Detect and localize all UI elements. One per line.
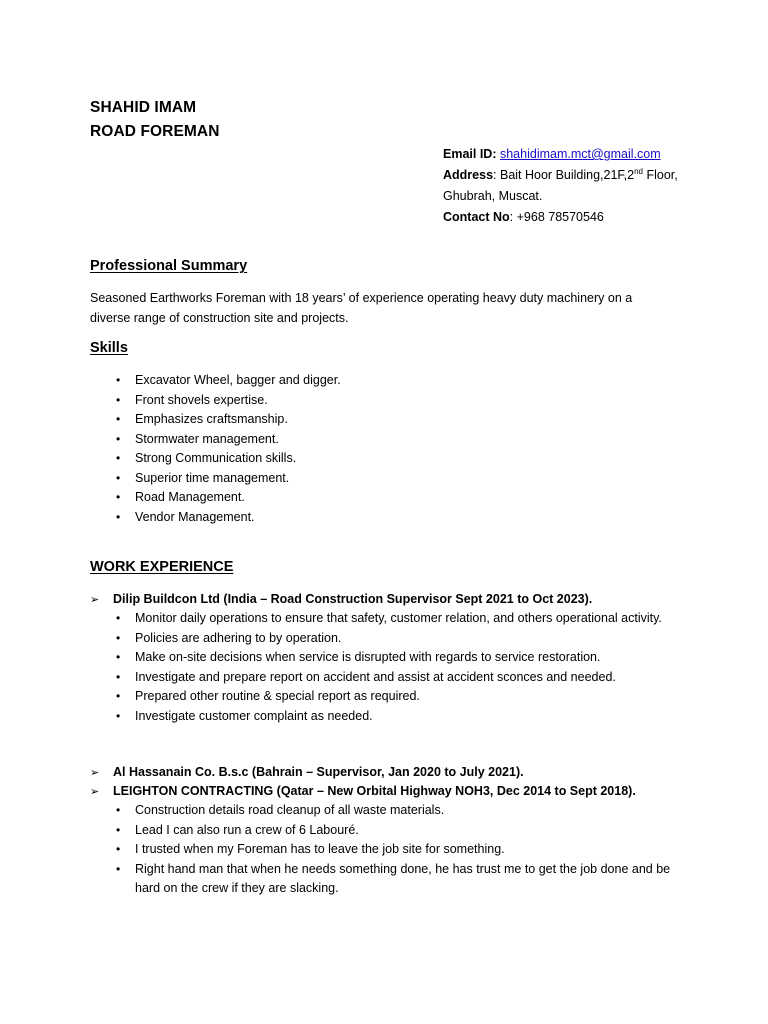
bullet-icon: • — [116, 431, 121, 446]
bullet-icon: • — [116, 412, 121, 426]
email-link[interactable]: shahidimam.mct@gmail.com — [499, 147, 661, 161]
summary-text: Seasoned Earthworks Foreman with 18 years’ of experience operating heavy duty machinery on a diverse range of construction site and projects. — [90, 291, 633, 325]
list-item: • Right hand man that when he needs something done, he has trust me to get the job done and be hard on the crew if they are slacking. — [116, 861, 671, 895]
bullet-icon: • — [116, 451, 121, 465]
candidate-name: SHAHID IMAM — [90, 99, 197, 116]
address-line1-post: Floor, — [643, 168, 678, 182]
list-item: • Emphasizes craftsmanship. — [90, 410, 680, 430]
bullet-icon: • — [116, 669, 121, 684]
bullet-icon: • — [116, 861, 121, 876]
contact-block — [443, 144, 743, 228]
bullet-icon: • — [116, 708, 121, 723]
bullet-icon: • — [116, 630, 121, 645]
bullet-icon: • — [116, 611, 121, 625]
list-item: • Vendor Management. — [90, 508, 680, 528]
job-title-al-hassanain: ➢ Al Hassanain Co. B.s.c (Bahrain – Supervisor, Jan 2020 to July 2021). — [90, 763, 524, 784]
bullet-icon: • — [116, 822, 121, 837]
list-item: • Stormwater management. — [90, 430, 680, 450]
address-label: Address — [443, 168, 494, 182]
list-item: • Excavator Wheel, bagger and digger. — [90, 371, 680, 391]
bullet-icon: • — [116, 470, 121, 485]
job-duties-leighton — [90, 801, 680, 899]
list-item: • Superior time management. — [90, 469, 680, 489]
bullet-icon: • — [116, 842, 121, 856]
list-item: • Strong Communication skills. — [90, 449, 680, 469]
list-item: • Construction details road cleanup of all waste materials. — [90, 801, 680, 821]
arrow-bullet-icon: ➢ — [90, 786, 100, 798]
phone-label: Contact No — [443, 210, 510, 224]
list-item: • Lead I can also run a crew of 6 Labouré. — [90, 821, 680, 841]
skills-heading: Skills — [90, 340, 128, 356]
arrow-bullet-icon: ➢ — [90, 594, 100, 606]
list-item: • Road Management. — [90, 488, 680, 508]
bullet-icon: • — [116, 509, 121, 524]
bullet-icon: • — [116, 490, 121, 504]
arrow-bullet-icon: ➢ — [90, 767, 100, 779]
phone-row: Contact No: +968 78570546 — [443, 210, 604, 224]
list-item: • Policies are adhering to by operation. — [90, 629, 680, 649]
job-title-dilip: ➢ Dilip Buildcon Ltd (India – Road Construction Supervisor Sept 2021 to Oct 2023). — [90, 590, 592, 611]
address-row: Address: Bait Hoor Building,21F,2nd Floor, — [443, 167, 678, 182]
address-superscript: nd — [634, 167, 643, 176]
list-item: • Make on-site decisions when service is disrupted with regards to service restoration. — [90, 648, 680, 668]
list-item: • Investigate customer complaint as needed. — [90, 707, 680, 727]
email-label: Email ID — [443, 147, 493, 161]
bullet-icon: • — [116, 392, 121, 407]
name-block — [90, 96, 220, 144]
job-duties-dilip — [90, 609, 680, 726]
list-item: • I trusted when my Foreman has to leave the job site for something. — [90, 840, 680, 860]
address-line2: Ghubrah, Muscat. — [443, 189, 543, 203]
job-title-leighton: ➢ LEIGHTON CONTRACTING (Qatar – New Orbital Highway NOH3, Dec 2014 to Sept 2018). — [90, 782, 636, 803]
experience-heading: WORK EXPERIENCE — [90, 559, 234, 575]
phone-number: +968 78570546 — [516, 210, 604, 224]
candidate-title: ROAD FOREMAN — [90, 123, 220, 140]
list-item: • Monitor daily operations to ensure that safety, customer relation, and others operational activity. — [90, 609, 680, 629]
bullet-icon: • — [116, 650, 121, 664]
email-row: Email ID: shahidimam.mct@gmail.com — [443, 147, 661, 161]
list-item: • Prepared other routine & special report as required. — [90, 687, 680, 707]
list-item: • Investigate and prepare report on accident and assist at accident sconces and needed. — [90, 668, 680, 688]
bullet-icon: • — [116, 689, 121, 703]
skills-list — [90, 371, 680, 527]
bullet-icon: • — [116, 803, 121, 817]
summary-heading: Professional Summary — [90, 258, 248, 274]
list-item: • Front shovels expertise. — [90, 391, 680, 411]
bullet-icon: • — [116, 373, 121, 387]
address-line1-pre: Bait Hoor Building,21F,2 — [499, 168, 635, 182]
